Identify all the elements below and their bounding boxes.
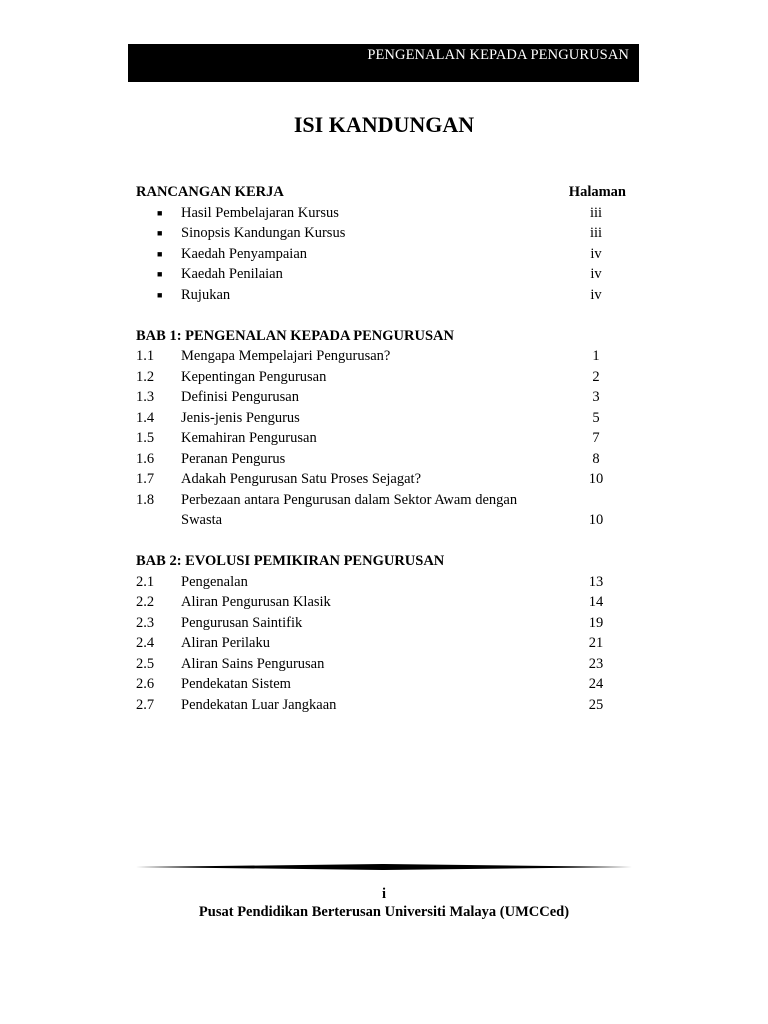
toc-entry[interactable]	[136, 469, 626, 490]
entry-number: 1.6	[136, 450, 155, 467]
entry-page: 19	[588, 614, 604, 631]
toc-entry[interactable]	[136, 654, 626, 675]
toc-entry[interactable]	[136, 428, 626, 449]
entry-number: 1.8	[136, 491, 155, 508]
toc-entry[interactable]	[136, 346, 626, 367]
bullet-icon: ■	[157, 289, 163, 300]
entry-title: Aliran Sains Pengurusan	[181, 655, 325, 672]
toc-entry[interactable]	[136, 223, 626, 244]
entry-page: iv	[590, 286, 602, 303]
entry-page: 23	[588, 655, 604, 672]
entry-page: iii	[589, 225, 603, 241]
toc-entry[interactable]	[136, 449, 626, 470]
entry-number: 2.1	[136, 573, 155, 590]
bullet-icon: ■	[157, 269, 163, 279]
entry-page: iv	[590, 245, 602, 262]
toc-entry[interactable]	[136, 592, 626, 613]
bullet-icon: ■	[157, 228, 163, 238]
section-heading-rancangan	[136, 182, 626, 203]
entry-page: 10	[588, 471, 604, 487]
entry-page: 2	[592, 368, 600, 385]
entry-number: 1.1	[136, 348, 155, 364]
toc-entry[interactable]	[136, 264, 626, 285]
entry-title: Jenis-jenis Pengurus	[181, 409, 300, 426]
entry-title: Pengenalan	[181, 573, 248, 590]
toc-entry[interactable]	[136, 572, 626, 593]
entry-page: 13	[588, 573, 604, 590]
toc-entry[interactable]	[136, 408, 626, 429]
table-of-contents	[136, 182, 626, 715]
entry-page: 3	[592, 389, 600, 405]
entry-title: Kepentingan Pengurusan	[181, 368, 327, 385]
toc-entry[interactable]	[136, 633, 626, 654]
entry-page: 1	[592, 348, 600, 364]
section-title: BAB 1: PENGENALAN KEPADA PENGURUSAN	[136, 327, 454, 344]
entry-title: Kaedah Penilaian	[181, 266, 283, 282]
entry-title: Pendekatan Luar Jangkaan	[181, 696, 337, 713]
header-bar	[128, 44, 639, 82]
bullet-icon: ■	[157, 248, 163, 259]
entry-page: 21	[588, 635, 604, 651]
entry-title: Kaedah Penyampaian	[181, 245, 308, 262]
entry-number: 2.6	[136, 676, 155, 692]
entry-number: 2.2	[136, 594, 155, 610]
entry-title: Peranan Pengurus	[181, 450, 286, 467]
toc-entry[interactable]	[136, 203, 626, 224]
entry-title: Adakah Pengurusan Satu Proses Sejagat?	[181, 471, 422, 487]
entry-title: Aliran Perilaku	[181, 635, 270, 651]
section-heading-bab1	[136, 326, 626, 347]
toc-entry[interactable]	[136, 387, 626, 408]
page-title: ISI KANDUNGAN	[293, 112, 475, 137]
entry-page: 25	[588, 696, 604, 713]
footer-divider	[136, 864, 632, 870]
bullet-icon: ■	[157, 207, 163, 218]
entry-title: Hasil Pembelajaran Kursus	[181, 204, 339, 221]
entry-title: Mengapa Mempelajari Pengurusan?	[181, 348, 391, 364]
toc-entry[interactable]	[136, 367, 626, 388]
entry-number: 1.2	[136, 368, 155, 385]
entry-title: Perbezaan antara Pengurusan dalam Sektor Awam dengan	[181, 491, 518, 508]
entry-title: Rujukan	[181, 286, 231, 303]
entry-page: 7	[592, 430, 600, 446]
entry-page: 8	[592, 450, 600, 467]
entry-number: 1.5	[136, 430, 155, 446]
toc-entry[interactable]	[136, 285, 626, 306]
entry-title: Pengurusan Saintifik	[181, 614, 303, 631]
toc-entry[interactable]	[136, 490, 626, 511]
header-title: PENGENALAN KEPADA PENGURUSAN	[367, 47, 629, 63]
entry-number: 1.4	[136, 409, 155, 426]
entry-page: iii	[589, 204, 603, 221]
entry-number: 1.7	[136, 471, 155, 487]
entry-page: 14	[588, 594, 604, 610]
toc-entry[interactable]	[136, 695, 626, 716]
entry-title: Definisi Pengurusan	[181, 389, 299, 405]
entry-title: Pendekatan Sistem	[181, 676, 291, 692]
entry-title: Sinopsis Kandungan Kursus	[181, 225, 346, 241]
entry-page: 10	[588, 512, 604, 528]
page-number: i	[381, 886, 387, 902]
entry-page: 24	[588, 676, 604, 692]
entry-number: 2.7	[136, 696, 155, 713]
section-heading-bab2	[136, 551, 626, 572]
entry-number: 2.3	[136, 614, 155, 631]
toc-entry-continuation[interactable]	[136, 510, 626, 531]
entry-page: 5	[592, 409, 600, 426]
entry-title: Kemahiran Pengurusan	[181, 430, 317, 446]
section-title: BAB 2: EVOLUSI PEMIKIRAN PENGURUSAN	[136, 553, 445, 569]
section-title: RANCANGAN KERJA	[136, 184, 284, 200]
entry-number: 2.5	[136, 655, 155, 672]
entry-title: Aliran Pengurusan Klasik	[181, 594, 331, 610]
toc-entry[interactable]	[136, 613, 626, 634]
entry-page: iv	[590, 266, 602, 282]
footer-organization: Pusat Pendidikan Berterusan Universiti Malaya (UMCCed)	[198, 904, 570, 920]
toc-entry[interactable]	[136, 674, 626, 695]
toc-entry[interactable]	[136, 244, 626, 265]
entry-number: 1.3	[136, 389, 155, 405]
page-column-heading: Halaman	[568, 184, 626, 200]
entry-number: 2.4	[136, 635, 155, 651]
entry-title-continued: Swasta	[181, 512, 223, 528]
